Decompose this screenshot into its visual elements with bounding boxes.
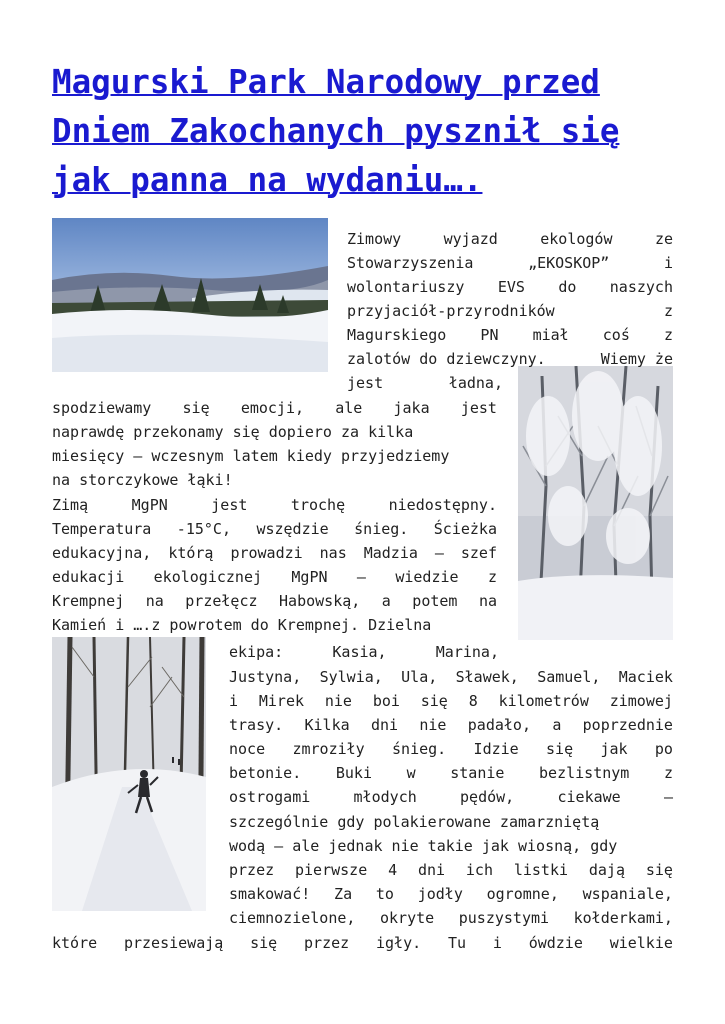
body-word: Za (334, 885, 353, 903)
title-line[interactable]: jak panna na wydaniu…. (52, 161, 483, 199)
body-word: „EKOSKOP” (528, 254, 610, 272)
body-word: okryte (380, 909, 435, 927)
body-word: stanie (450, 764, 505, 782)
body-line (52, 396, 497, 420)
body-word: – (663, 788, 673, 806)
body-word: pędów, (460, 788, 515, 806)
body-line (347, 323, 673, 347)
body-word: jest (211, 496, 248, 514)
body-line (347, 371, 503, 395)
body-line (229, 810, 673, 834)
body-word: naszych (609, 278, 673, 296)
title-line[interactable]: Magurski Park Narodowy przed (52, 63, 600, 101)
body-line (52, 444, 497, 468)
body-word: nas (319, 544, 347, 562)
body-word: niedostępny. (388, 496, 497, 514)
body-word: nie (419, 716, 447, 734)
body-word: przesiewają (123, 934, 224, 952)
body-word: edukacji (52, 568, 125, 586)
body-line (52, 517, 497, 541)
body-word: trasy. (229, 716, 284, 734)
body-word: ogromne, (486, 885, 559, 903)
body-word: na (145, 592, 164, 610)
body-word: Mirek (258, 692, 305, 710)
body-word: Idzie (473, 740, 519, 758)
body-word: ówdzie (528, 934, 583, 952)
body-word: Zimą (52, 496, 89, 514)
body-line (52, 931, 673, 955)
body-word: się (420, 692, 448, 710)
body-word: które (52, 934, 98, 952)
title-line[interactable]: Dniem Zakochanych pysznił się (52, 112, 620, 150)
winter-meadow-photo (52, 218, 328, 372)
body-word: noce (229, 740, 266, 758)
body-line (347, 347, 673, 371)
body-word: ciekawe (557, 788, 621, 806)
body-word: Kasia, (332, 643, 387, 661)
body-word: Krempnej (52, 592, 125, 610)
body-word: jest (347, 374, 384, 392)
body-line (229, 665, 673, 689)
body-word: zimowej (609, 692, 673, 710)
body-word: jest (460, 399, 497, 417)
body-word: Kamień i ….z powrotem do Krempnej. Dzielna (52, 616, 432, 634)
body-word: MgPN (131, 496, 168, 514)
body-line (347, 251, 673, 275)
body-word: MgPN (291, 568, 328, 586)
body-word: na (478, 592, 497, 610)
body-word: Samuel, (537, 668, 601, 686)
body-word: ładna, (448, 374, 503, 392)
body-line (229, 882, 673, 906)
body-word: wiedzie (395, 568, 459, 586)
body-word: igły. (376, 934, 422, 952)
body-word: Maciek (618, 668, 673, 686)
body-word: w (406, 764, 416, 782)
body-word: naprawdę przekonamy się dopiero za kilka (52, 423, 414, 441)
body-word: padało, (467, 716, 531, 734)
body-word: listki (513, 861, 569, 879)
body-line (347, 299, 673, 323)
body-word: Magurskiego (347, 326, 447, 344)
body-word: -15°C, (176, 520, 231, 538)
body-word: 8 (468, 692, 478, 710)
body-word: ostrogami (229, 788, 311, 806)
body-word: jak (600, 740, 628, 758)
body-word: Ścieżka (433, 520, 497, 538)
body-word: puszystymi (458, 909, 550, 927)
body-line (52, 468, 497, 492)
body-line (52, 565, 497, 589)
body-word: prowadzi (230, 544, 303, 562)
body-word: miesięcy – wczesnym latem kiedy przyjedziemy (52, 447, 450, 465)
body-word: nie (324, 692, 352, 710)
body-word: szef (460, 544, 497, 562)
body-line (52, 420, 497, 444)
body-line (229, 713, 673, 737)
body-line (52, 613, 497, 637)
body-word: PN (480, 326, 499, 344)
body-word: ale (335, 399, 363, 417)
body-word: ciemnozielone, (229, 909, 356, 927)
body-word: ekologów (540, 230, 613, 248)
body-word: się (182, 399, 210, 417)
body-word: Ula, (401, 668, 438, 686)
body-word: – (434, 544, 444, 562)
body-word: z (487, 568, 497, 586)
body-word: ekipa: (229, 643, 284, 661)
body-word: się (546, 740, 574, 758)
body-word: zmroziły (292, 740, 365, 758)
body-word: 4 (388, 861, 398, 879)
body-word: z (663, 326, 673, 344)
body-word: na storczykowe łąki! (52, 471, 233, 489)
body-line (229, 737, 673, 761)
body-word: trochę (290, 496, 346, 514)
body-word: przyjaciół-przyrodników (347, 302, 555, 320)
body-word: wspaniale, (582, 885, 673, 903)
body-word: Tu (447, 934, 467, 952)
body-word: przez (304, 934, 350, 952)
body-word: miał (532, 326, 569, 344)
frosted-trees-photo (518, 366, 673, 640)
body-line (52, 541, 497, 565)
body-word: wielkie (609, 934, 673, 952)
body-word: betonie. (229, 764, 302, 782)
article-title[interactable] (52, 58, 674, 205)
body-line (229, 785, 673, 809)
body-word: jodły (417, 885, 463, 903)
snowy-forest-path-photo (52, 637, 206, 911)
body-word: Justyna, (229, 668, 302, 686)
body-line (229, 858, 673, 882)
body-word: i (229, 692, 239, 710)
body-word: zalotów do dziewczyny. (347, 350, 546, 368)
body-word: ich (465, 861, 493, 879)
body-word: do (558, 278, 577, 296)
body-word: i (492, 934, 502, 952)
body-word: przez (229, 861, 275, 879)
body-word: śnieg. (354, 520, 409, 538)
body-word: dni (417, 861, 446, 879)
body-word: Temperatura (52, 520, 152, 538)
body-word: Wiemy że (600, 350, 673, 368)
body-word: śnieg. (392, 740, 447, 758)
body-word: po (654, 740, 673, 758)
body-word: z (663, 302, 673, 320)
body-word: się (645, 861, 673, 879)
body-line (52, 493, 497, 517)
body-word: Stowarzyszenia (347, 254, 474, 272)
body-word: szczególnie gdy polakierowane zamarzniętą (229, 813, 600, 831)
body-word: wolontariuszy (347, 278, 465, 296)
body-word: Habowską, (279, 592, 361, 610)
body-word: Zimowy (347, 230, 402, 248)
body-word: kołderkami, (573, 909, 673, 927)
body-word: przełęcz (185, 592, 258, 610)
body-word: coś (602, 326, 630, 344)
body-word: się (250, 934, 278, 952)
body-word: emocji, (240, 399, 305, 417)
body-word: edukacyjna, (52, 544, 152, 562)
body-word: wyjazd (443, 230, 498, 248)
body-line (347, 275, 673, 299)
body-word: jaka (393, 399, 430, 417)
body-word: boi (372, 692, 400, 710)
body-word: Kilka (304, 716, 350, 734)
body-word: Buki (335, 764, 372, 782)
body-word: i (663, 254, 673, 272)
body-word: a (381, 592, 391, 610)
body-word: z (663, 764, 673, 782)
body-word: wszędzie (256, 520, 329, 538)
body-word: dni (370, 716, 399, 734)
body-line (229, 689, 673, 713)
body-word: pierwsze (295, 861, 368, 879)
body-word: smakować! (229, 885, 311, 903)
body-word: – (356, 568, 366, 586)
body-line (229, 834, 673, 858)
body-word: a (552, 716, 562, 734)
body-line (229, 640, 499, 664)
body-word: bezlistnym (539, 764, 630, 782)
body-line (347, 227, 673, 251)
body-word: spodziewamy (52, 399, 152, 417)
body-word: to (375, 885, 394, 903)
body-line (52, 589, 497, 613)
body-word: ekologicznej (153, 568, 263, 586)
body-word: poprzednie (582, 716, 673, 734)
body-word: ze (654, 230, 673, 248)
body-line (229, 906, 673, 930)
body-word: Marina, (435, 643, 499, 661)
body-word: którą (168, 544, 214, 562)
body-word: dają (588, 861, 625, 879)
body-word: Sylwia, (319, 668, 383, 686)
body-word: kilometrów (498, 692, 589, 710)
body-word: EVS (497, 278, 525, 296)
body-word: Madzia (363, 544, 418, 562)
body-word: potem (412, 592, 458, 610)
body-line (229, 761, 673, 785)
body-word: Sławek, (455, 668, 519, 686)
body-word: wodą – ale jednak nie takie jak wiosną, gdy (229, 837, 618, 855)
body-word: młodych (353, 788, 417, 806)
